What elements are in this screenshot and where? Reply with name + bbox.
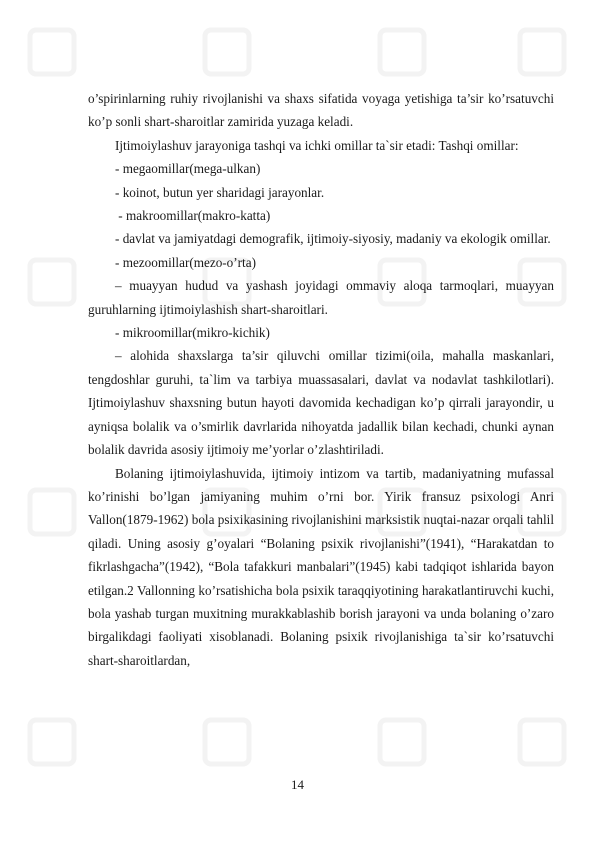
page-number: 14 <box>291 777 304 792</box>
list-item: - davlat va jamiyatdagi demografik, ijtimoiy-siyosiy, madaniy va ekologik omillar. <box>115 231 551 247</box>
list-item: – alohida shaxslarga ta’sir qiluvchi omillar tizimi(oila, mahalla maskanlari, tengdoshlar guruhi, ta`lim va tarbiya muassasalari, davlat va nodavlat tashkilotlari). Ijtimoiylashuv shaxsning butun hayoti davomida kechadigan ko’p qirrali jarayondir, u ayniqsa bolalik va o’smirlik davrlarida nihoyatda jadallik bilan kechadi, chunki aynan bolalik davrida asosiy ijtimoiy me’yorlar o’zlashtiriladi. <box>88 348 554 458</box>
list-item: - megaomillar(mega-ulkan) <box>115 161 261 177</box>
list-item: – muayyan hudud va yashash joyidagi ommaviy aloqa tarmoqlari, muayyan guruhlarning ijtimoiylashish shart-sharoitlari. <box>88 278 554 317</box>
list-item: - mezoomillar(mezo-o’rta) <box>115 254 256 270</box>
paragraph: Bolaning ijtimoiylashuvida, ijtimoiy intizom va tartib, madaniyatning mufassal ko’rinishi bo’lgan jamiyaning muhim o’rni bor. Yirik fransuz psixologi Anri Vallon(1879-1962) bola psixikasining rivojlanishini marksistik nuqtai-nazar orqali tahlil qiladi. Uning asosiy g’oyalari “Bolaning psixik rivojlanishi”(1941), “Harakatdan to fikrlashgacha”(1942), “Bola tafakkuri manbalari”(1945) kabi tadqiqot ishlarida bayon etilgan.2 Vallonning ko’rsatishicha bola psixik taraqqiyotining harakatlantiruvchi kuchi, bola yashab turgan muxitning murakkablashib borish jarayoni va unda bolaning o’zaro birgalikdagi faoliyati xisoblanadi. Bolaning psixik rivojlanishiga ta`sir ko’rsatuvchi shart-sharoitlardan, <box>88 465 554 668</box>
paragraph: Ijtimoiylashuv jarayoniga tashqi va ichki omillar ta`sir etadi: Tashqi omillar: <box>115 137 519 153</box>
list-item: - koinot, butun yer sharidagi jarayonlar. <box>115 184 325 200</box>
list-item: - makroomillar(makro-katta) <box>115 208 271 224</box>
paragraph: o’spirinlarning ruhiy rivojlanishi va shaxs sifatida voyaga yetishiga ta’sir ko’rsatuvchi ko’p sonli shart-sharoitlar zamirida yuzaga keladi. <box>88 91 554 130</box>
list-item: - mikroomillar(mikro-kichik) <box>115 325 270 341</box>
page-body <box>88 87 554 672</box>
